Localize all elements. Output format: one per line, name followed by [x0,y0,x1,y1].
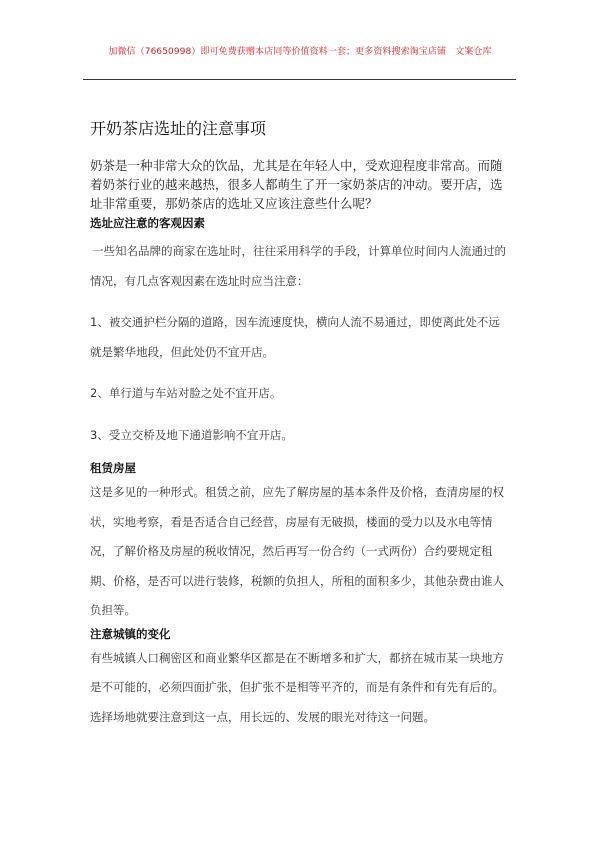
header-divider [83,79,516,80]
list-item: 2、单行道与车站对脸之处不宜开店。 [90,386,282,400]
section-heading-town-changes: 注意城镇的变化 [90,626,171,641]
promo-banner: 加微信（76650998）即可免费获赠本店同等价值资料一套；更多资料搜索淘宝店铺 文案仓库 [108,47,492,57]
section-heading-site-factors: 选址应注意的客观因素 [90,216,205,230]
list-item: 1、被交通护栏分隔的道路，因车流速度快，横向人流不易通过，即使离此处不远就是繁华地段，但此处仍不宜开店。 [90,315,500,359]
intro-paragraph: 奶茶是一种非常大众的饮品，尤其是在年轻人中，受欢迎程度非常高。而随着奶茶行业的越来越热，很多人都萌生了开一家奶茶店的冲动。要开店，选址非常重要，那奶茶店的选址又应该注意些什么呢？ [90,158,503,211]
paragraph: 这是多见的一种形式。租赁之前，应先了解房屋的基本条件及价格，查清房屋的权状，实地考察，看是否适合自己经营，房屋有无破损，楼面的受力以及水电等情况，了解价格及房屋的税收情况，然后再写一份合约（一式两份）合约要规定租期、价格，是否可以进行装修，税额的负担人，所租的面积多少，其他杂费由谁人负担等。 [90,485,504,617]
list-item: 3、受立交桥及地下通道影响不宜开店。 [90,427,293,442]
document-title: 开奶茶店选址的注意事项 [90,119,267,138]
section-heading-renting: 租赁房屋 [90,461,136,475]
paragraph: 一些知名品牌的商家在选址时，往往采用科学的手段，计算单位时间内人流通过的情况，有几点客观因素在选址时应当注意： [90,244,506,288]
paragraph: 有些城镇人口稠密区和商业繁华区都是在不断增多和扩大，都挤在城市某一块地方是不可能的，必须四面扩张，但扩张不是相等平齐的，而是有条件和有先有后的。选择场地就要注意到这一点，用长远的、发展的眼光对待这一问题。 [90,650,504,724]
document-body [90,116,510,732]
